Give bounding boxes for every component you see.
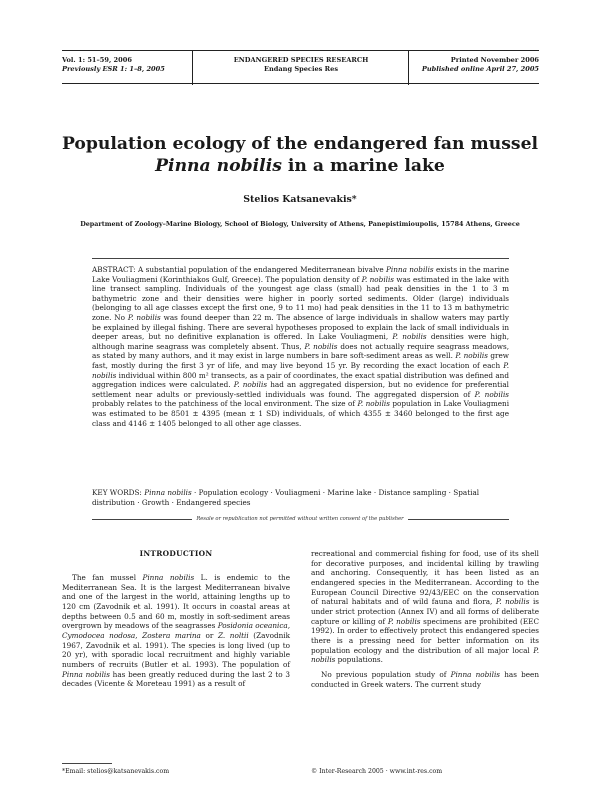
journal-name: [202, 56, 400, 74]
header-divider: [408, 51, 409, 85]
italic-text: Z. noltii: [217, 630, 249, 640]
journal-abbrev-line: Endang Species Res: [263, 65, 339, 73]
journal-title-line: ENDANGERED SPECIES RESEARCH: [233, 56, 369, 64]
text-run: specimens are prohibited (EEC 1992). In order to effectively protect this endangered species there is a pressing need for better information on its population ecology and the distribution of all major local: [311, 616, 540, 655]
text-run: recreational and commercial fishing for food, use of its shell for decorative purposes, and incidental killing by trawling and anchoring. Consequently, it has been listed as an endangered species in the Mediterranean. According to the European Council Directive 92/43/EEC on the conservation of natural habitats and of wild fauna and flora,: [311, 549, 539, 607]
previous-issue-line: Previously ESR 1: 1–8, 2005: [62, 65, 165, 73]
italic-text: P. nobilis: [455, 351, 488, 361]
intro-paragraph-1-continued: [311, 549, 539, 665]
volume-info: [62, 56, 165, 74]
italic-text: P. nobilis: [392, 332, 427, 342]
italic-text: P. nobilis: [495, 597, 530, 607]
text-run: (Zavodnik 1967, Zavodnik et al. 1991). The species is long lived (up to 20 yr), with sporadic local recruitment and highly variable numbers of recruits (Butler et al. 1993). The population of: [62, 630, 290, 669]
text-run: has been conducted in Greek waters. The current study: [311, 669, 539, 689]
title-rest: in a marine lake: [281, 156, 445, 176]
volume-line: Vol. 1: 51–59, 2006: [62, 56, 132, 64]
paper-title: [40, 133, 560, 177]
italic-text: Pinna nobilis: [386, 265, 434, 274]
italic-text: Pinna nobilis: [62, 669, 110, 679]
italic-text: P. nobilis: [361, 274, 394, 284]
italic-text: P. nobilis: [304, 341, 338, 351]
introduction-heading: INTRODUCTION: [139, 549, 213, 558]
printed-date: Printed November 2006: [450, 56, 539, 64]
text-run: was found deeper than 22 m. The absence of large individuals in shallow waters may partly be explained by illegal fishing. There are several hypotheses proposed to explain the lack of small individuals in deeper areas, but no definitive explanation is offered. In Lake Vouliagmeni,: [92, 312, 509, 342]
italic-text: P. nobilis: [474, 389, 510, 399]
online-date: Published online April 27, 2005: [421, 65, 539, 73]
copyright-notice: © Inter-Research 2005 · www.int-res.com: [311, 768, 443, 775]
text-run: KEY WORDS:: [92, 488, 145, 497]
reproduction-notice: [0, 516, 600, 522]
journal-header: [62, 50, 539, 84]
reproduction-notice-text: Resale or republication not permitted without written consent of the publisher: [192, 516, 407, 522]
text-run: or: [200, 630, 218, 640]
text-run: The fan mussel: [72, 573, 143, 582]
text-run: ABSTRACT: A substantial population of the endangered Mediterranean bivalve: [92, 265, 387, 274]
abstract-top-rule: [92, 258, 509, 259]
text-run: has been greatly reduced during the last 2 to 3 decades (Vicente & Moreteau 1991) as a result of: [62, 669, 291, 689]
intro-paragraph-1: [62, 573, 290, 689]
text-run: No previous population study of: [321, 669, 451, 679]
text-run: had an aggregated dispersion, but no evidence for preferential settlement near adults or previously-settled individuals was found. The aggregated dispersion of: [92, 380, 509, 399]
text-run: individual within 800 m² transects, as a pair of coordinates, the exact spatial distribution was defined and aggregation indices were calculated.: [92, 370, 509, 390]
italic-text: P. nobilis: [357, 399, 390, 409]
italic-text: P. nobilis: [127, 312, 161, 322]
author-name: Stelios Katsanevakis*: [243, 194, 357, 205]
title-line-1: Population ecology of the endangered fan mussel: [61, 134, 539, 154]
italic-text: P. nobilis: [233, 380, 268, 390]
publication-dates: [422, 56, 539, 74]
italic-text: P. nobilis: [311, 645, 539, 665]
text-run: densities were high, although marine seagrass was completely absent. Thus,: [92, 332, 510, 351]
italic-text: P. nobilis: [387, 616, 421, 626]
italic-text: Posidonia oceanica, Cymodocea nodosa, Zostera marina: [62, 621, 291, 640]
author-email-footnote: *Email: stelios@katsanevakis.com: [62, 768, 170, 775]
text-run: probably relates to the patchiness of the local environment. The size of: [92, 399, 358, 409]
text-run: was estimated in the lake with line transect sampling. Individuals of the youngest age class (small) had peak densities in the 1 to 3 m bathymetric zone and their densities were higher in poorly sorted sediments. Older (large) individuals (belonging to all age classes except the first one, 9 to 11 mo) had peak densities in the 11 to 13 m bathymetric zone. No: [92, 274, 510, 322]
intro-paragraph-2: [311, 670, 539, 689]
header-divider: [192, 51, 193, 85]
italic-text: P. nobilis: [92, 360, 509, 380]
italic-text: Pinna nobilis: [142, 573, 195, 582]
text-run: population in Lake Vouliagmeni was estimated to be 8501 ± 4395 (mean ± 1 SD) individuals, of which 4355 ± 3460 belonged to the first age class and 4146 ± 1405 belonged to all other age classes.: [92, 399, 510, 428]
author-affiliation: Department of Zoology–Marine Biology, School of Biology, University of Athens, Panepistimioupolis, 15784 Athens, Greece: [80, 220, 520, 228]
abstract: [92, 265, 509, 428]
text-run: L. is endemic to the Mediterranean Sea. It is the largest Mediterranean bivalve and one of the largest in the world, attaining lengths up to 120 cm (Zavodnik et al. 1991). It occurs in coastal areas at depths between 0.5 and 60 m, mostly in soft-sediment areas overgrown by meadows of the seagrasses: [62, 573, 290, 631]
text-run: does not actually require seagrass meadows, as stated by many authors, and it may exist in large numbers in bare soft-sediment areas as well.: [92, 341, 510, 361]
italic-text: Pinna nobilis: [144, 488, 192, 497]
text-run: exists in the marine Lake Vouliagmeni (Korinthiakos Gulf, Greece). The population density of: [92, 265, 509, 284]
text-run: is under strict protection (Annex IV) and all forms of deliberate capture or killing of: [311, 597, 539, 626]
title-species: Pinna nobilis: [155, 156, 282, 176]
title-line-2: [40, 155, 560, 177]
keywords: [92, 488, 509, 507]
text-run: · Population ecology · Vouliagmeni · Marine lake · Distance sampling · Spatial distribution · Growth · Endangered species: [92, 488, 480, 507]
text-run: populations.: [335, 655, 383, 665]
body-column-1: [62, 573, 290, 689]
text-run: grew fast, mostly during the first 3 yr of life, and may live beyond 15 yr. By recording the exact location of each: [92, 351, 510, 370]
body-column-2: [311, 549, 539, 689]
italic-text: Pinna nobilis: [450, 669, 500, 679]
footnote-rule: [62, 763, 112, 764]
